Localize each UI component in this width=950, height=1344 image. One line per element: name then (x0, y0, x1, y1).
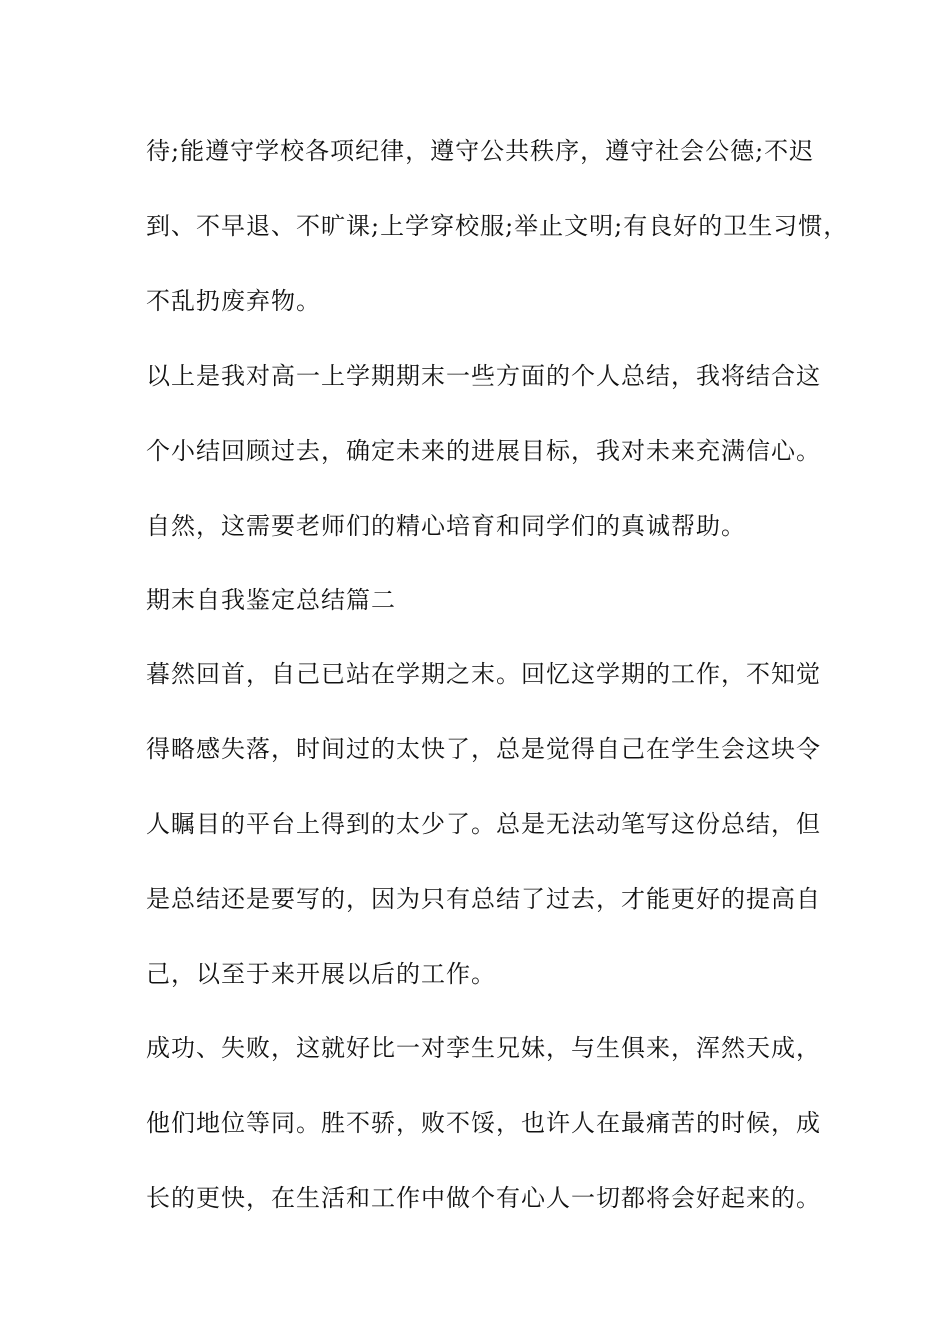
text-line: 个小结回顾过去，确定未来的进展目标，我对未来充满信心。 (146, 437, 821, 465)
text-line: 己，以至于来开展以后的工作。 (146, 960, 496, 988)
text-line: 以上是我对高一上学期期末一些方面的个人总结，我将结合这 (146, 362, 821, 390)
text-line: 他们地位等同。胜不骄，败不馁，也许人在最痛苦的时候，成 (146, 1109, 821, 1137)
text-line: 不乱扔废弃物。 (146, 287, 321, 315)
text-line: 待;能遵守学校各项纪律，遵守公共秩序，遵守社会公德;不迟 (146, 137, 815, 165)
text-line: 是总结还是要写的，因为只有总结了过去，才能更好的提高自 (146, 885, 821, 913)
text-line: 到、不早退、不旷课;上学穿校服;举止文明;有良好的卫生习惯， (146, 212, 849, 240)
text-line: 成功、失败，这就好比一对孪生兄妹，与生俱来，浑然天成， (146, 1034, 821, 1062)
text-line: 暮然回首，自己已站在学期之末。回忆这学期的工作，不知觉 (146, 660, 821, 688)
text-line: 人瞩目的平台上得到的太少了。总是无法动笔写这份总结，但 (146, 810, 821, 838)
text-line: 自然，这需要老师们的精心培育和同学们的真诚帮助。 (146, 512, 746, 540)
section-heading: 期末自我鉴定总结篇二 (146, 586, 396, 614)
text-line: 得略感失落，时间过的太快了，总是觉得自己在学生会这块令 (146, 735, 821, 763)
text-line: 长的更快，在生活和工作中做个有心人一切都将会好起来的。 (146, 1184, 821, 1212)
